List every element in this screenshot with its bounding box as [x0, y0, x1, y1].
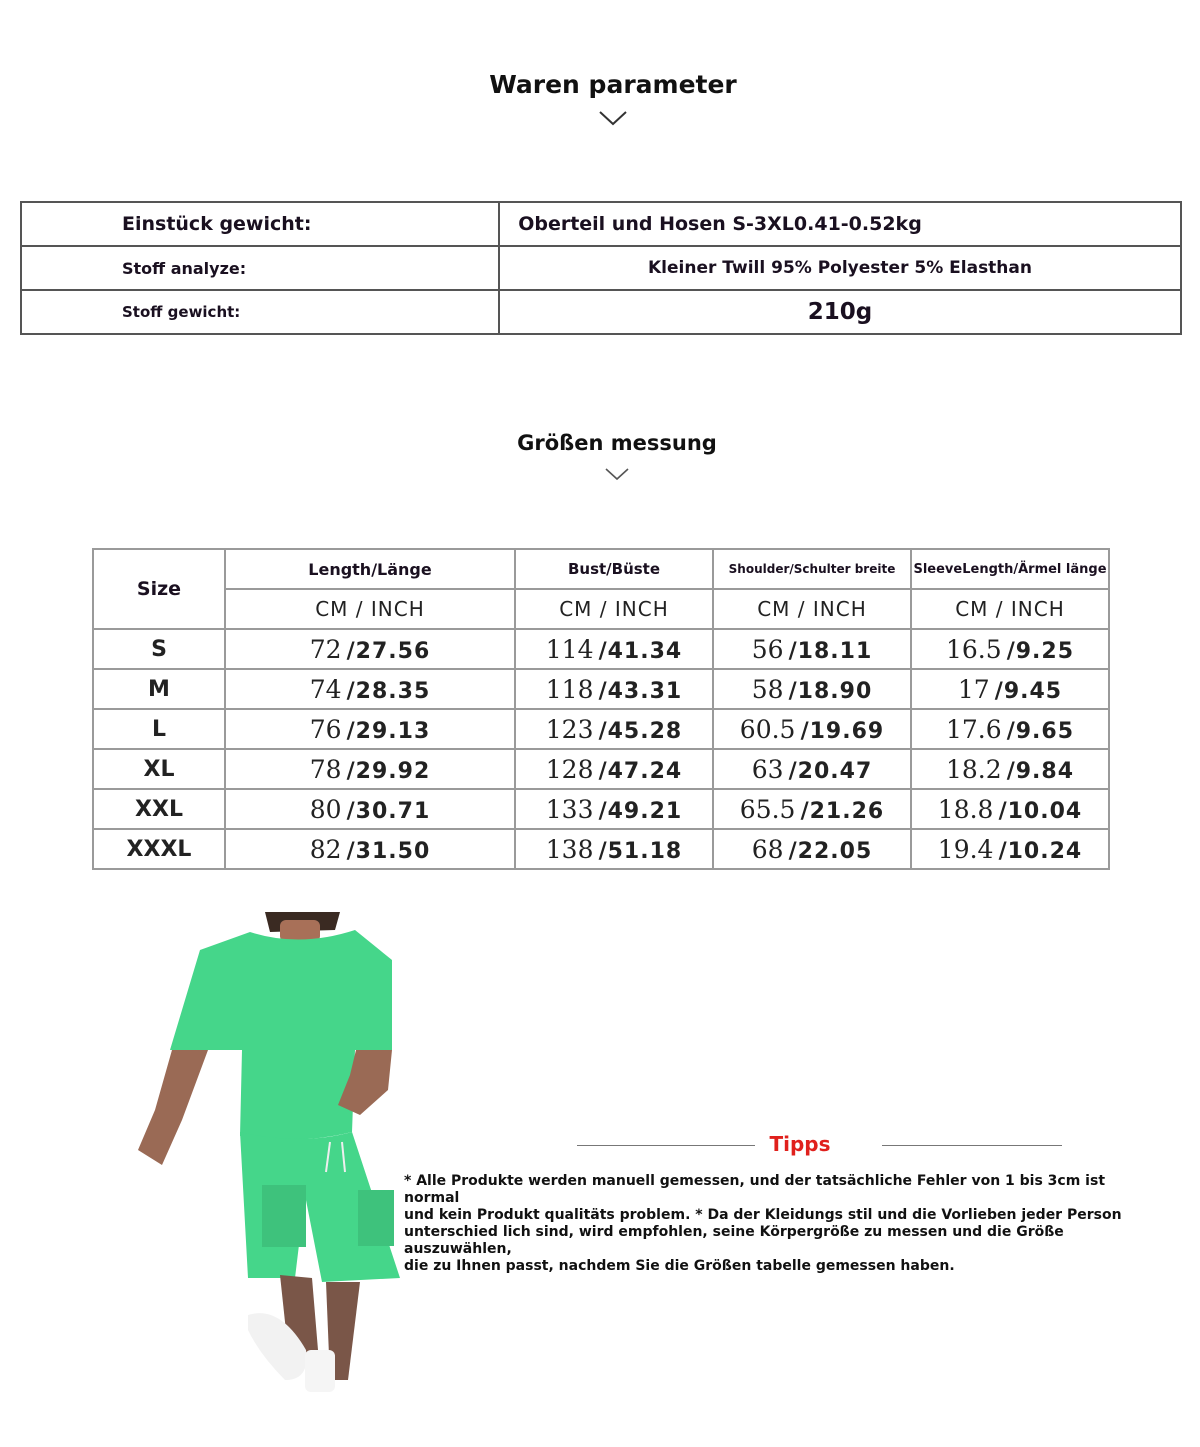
chevron-down-icon	[598, 110, 628, 126]
model-photo	[130, 910, 410, 1400]
tips-line: die zu Ihnen passt, nachdem Sie die Größen tabelle gemessen haben.	[404, 1258, 955, 1274]
column-header-shoulder: Shoulder/Schulter breite	[713, 549, 911, 589]
measurement-cell	[713, 669, 911, 709]
sizes-title: Größen messung	[517, 431, 717, 455]
cm-value: 78	[309, 754, 342, 784]
cm-value: 63	[751, 754, 784, 784]
cm-value: 56	[751, 634, 784, 664]
inch-value: /19.69	[800, 718, 885, 744]
tips-line: und kein Produkt qualitäts problem. * Da der Kleidungs stil und die Vorlieben jeder Person	[404, 1207, 1122, 1223]
cm-value: 58	[751, 674, 784, 704]
cm-value: 80	[309, 794, 342, 824]
measurement-cell	[225, 749, 515, 789]
inch-value: /30.71	[346, 798, 431, 824]
size-row	[93, 789, 1109, 829]
inch-value: /47.24	[598, 758, 683, 784]
size-table	[92, 548, 1110, 870]
cm-value: 65.5	[739, 794, 796, 824]
unit-label: CM / INCH	[225, 589, 515, 629]
cm-value: 123	[545, 714, 594, 744]
size-row	[93, 709, 1109, 749]
size-label: M	[93, 669, 225, 709]
cm-value: 118	[545, 674, 594, 704]
tips-title: Tipps	[769, 1132, 831, 1156]
inch-value: /45.28	[598, 718, 683, 744]
inch-value: /41.34	[598, 638, 683, 664]
tips-line: unterschied lich sind, wird empfohlen, seine Körpergröße zu messen und die Größe auszuwählen,	[404, 1224, 1064, 1257]
param-label: Einstück gewicht:	[21, 202, 499, 246]
cm-value: 74	[309, 674, 342, 704]
measurement-cell	[713, 789, 911, 829]
param-value: Oberteil und Hosen S-3XL0.41-0.52kg	[499, 202, 1181, 246]
inch-value: /18.90	[788, 678, 873, 704]
param-row	[21, 246, 1181, 290]
param-row	[21, 202, 1181, 246]
cm-value: 68	[751, 834, 784, 864]
column-header-length: Length/Länge	[225, 549, 515, 589]
measurement-cell	[911, 709, 1109, 749]
cm-value: 82	[309, 834, 342, 864]
measurement-cell	[225, 829, 515, 869]
inch-value: /51.18	[598, 838, 683, 864]
measurement-cell	[713, 749, 911, 789]
measurement-cell	[225, 789, 515, 829]
inch-value: /9.84	[1006, 758, 1075, 784]
column-header-sleeve: SleeveLength/Ärmel länge	[911, 549, 1109, 589]
tips-rule-left	[577, 1145, 755, 1146]
inch-value: /43.31	[598, 678, 683, 704]
tips-line: * Alle Produkte werden manuell gemessen, und der tatsächliche Fehler von 1 bis 3cm ist normal	[404, 1173, 1106, 1206]
cm-value: 133	[545, 794, 594, 824]
param-label: Stoff gewicht:	[21, 290, 499, 334]
size-row	[93, 629, 1109, 669]
inch-value: /18.11	[788, 638, 873, 664]
unit-label: CM / INCH	[911, 589, 1109, 629]
measurement-cell	[911, 669, 1109, 709]
cm-value: 19.4	[937, 834, 994, 864]
cm-value: 60.5	[739, 714, 796, 744]
cm-value: 18.8	[937, 794, 994, 824]
inch-value: /29.92	[346, 758, 431, 784]
size-row	[93, 829, 1109, 869]
param-label: Stoff analyze:	[21, 246, 499, 290]
cm-value: 16.5	[945, 634, 1002, 664]
unit-label: CM / INCH	[515, 589, 713, 629]
cm-value: 128	[545, 754, 594, 784]
measurement-cell	[911, 789, 1109, 829]
cm-value: 17	[957, 674, 990, 704]
size-label: XXL	[93, 789, 225, 829]
inch-value: /29.13	[346, 718, 431, 744]
inch-value: /10.04	[998, 798, 1083, 824]
inch-value: /28.35	[346, 678, 431, 704]
measurement-cell	[911, 829, 1109, 869]
measurement-cell	[515, 669, 713, 709]
measurement-cell	[515, 789, 713, 829]
inch-value: /20.47	[788, 758, 873, 784]
tips-rule-right	[882, 1145, 1062, 1146]
measurement-cell	[515, 749, 713, 789]
size-row	[93, 749, 1109, 789]
size-row	[93, 669, 1109, 709]
column-header-bust: Bust/Büste	[515, 549, 713, 589]
cm-value: 18.2	[945, 754, 1002, 784]
size-label: XXXL	[93, 829, 225, 869]
inch-value: /21.26	[800, 798, 885, 824]
size-label: S	[93, 629, 225, 669]
params-title: Waren parameter	[489, 70, 737, 99]
measurement-cell	[713, 629, 911, 669]
measurement-cell	[515, 629, 713, 669]
measurement-cell	[225, 629, 515, 669]
size-label: L	[93, 709, 225, 749]
chevron-down-icon	[604, 467, 630, 481]
inch-value: /27.56	[346, 638, 431, 664]
cm-value: 138	[545, 834, 594, 864]
inch-value: /22.05	[788, 838, 873, 864]
inch-value: /31.50	[346, 838, 431, 864]
cm-value: 76	[309, 714, 342, 744]
cm-value: 72	[309, 634, 342, 664]
inch-value: /9.25	[1006, 638, 1075, 664]
measurement-cell	[713, 709, 911, 749]
measurement-cell	[911, 749, 1109, 789]
inch-value: /9.65	[1006, 718, 1075, 744]
parameter-table	[20, 201, 1182, 335]
tips-text	[404, 1173, 1144, 1275]
measurement-cell	[515, 709, 713, 749]
unit-label: CM / INCH	[713, 589, 911, 629]
measurement-cell	[225, 709, 515, 749]
size-label: XL	[93, 749, 225, 789]
measurement-cell	[713, 829, 911, 869]
inch-value: /49.21	[598, 798, 683, 824]
cm-value: 17.6	[945, 714, 1002, 744]
cm-value: 114	[545, 634, 594, 664]
param-row	[21, 290, 1181, 334]
param-value: 210g	[499, 290, 1181, 334]
measurement-cell	[515, 829, 713, 869]
measurement-cell	[911, 629, 1109, 669]
inch-value: /9.45	[994, 678, 1063, 704]
param-value: Kleiner Twill 95% Polyester 5% Elasthan	[499, 246, 1181, 290]
measurement-cell	[225, 669, 515, 709]
inch-value: /10.24	[998, 838, 1083, 864]
size-header: Size	[93, 549, 225, 629]
